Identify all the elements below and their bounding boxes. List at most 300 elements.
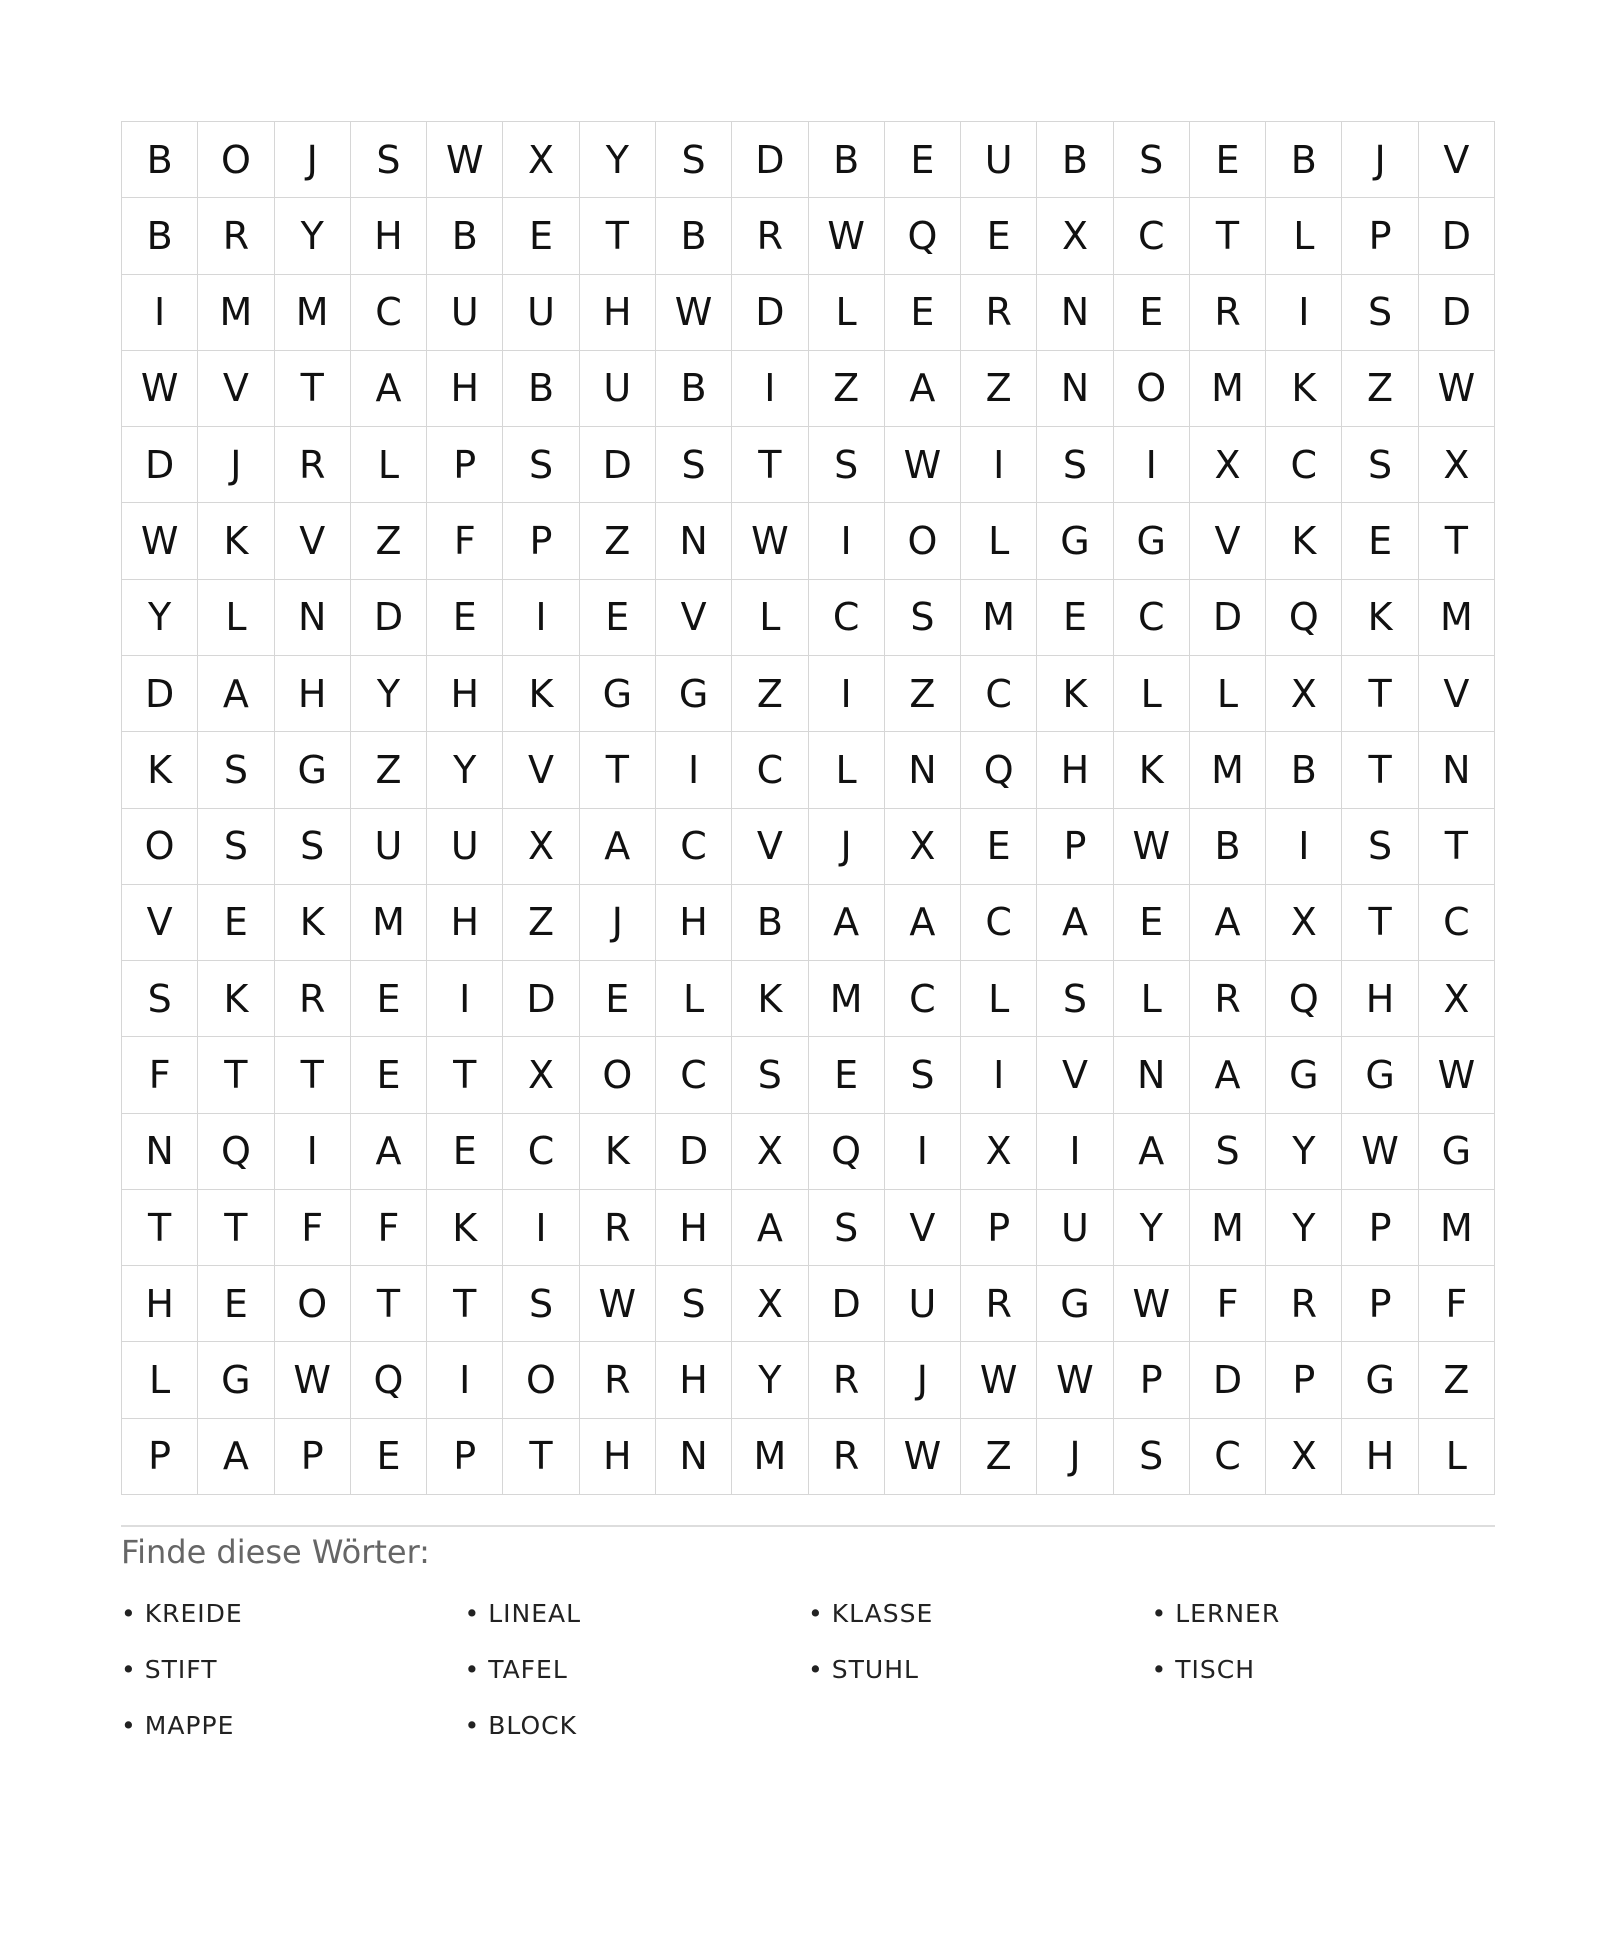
- grid-cell[interactable]: L: [809, 732, 885, 808]
- grid-cell[interactable]: C: [1419, 885, 1495, 961]
- grid-cell[interactable]: B: [503, 351, 579, 427]
- grid-cell[interactable]: P: [1037, 809, 1113, 885]
- grid-cell[interactable]: Y: [427, 732, 503, 808]
- grid-cell[interactable]: O: [1114, 351, 1190, 427]
- grid-cell[interactable]: S: [275, 809, 351, 885]
- grid-cell[interactable]: E: [580, 580, 656, 656]
- grid-cell[interactable]: L: [1419, 1419, 1495, 1495]
- grid-cell[interactable]: E: [427, 580, 503, 656]
- grid-cell[interactable]: M: [809, 961, 885, 1037]
- grid-cell[interactable]: C: [732, 732, 808, 808]
- grid-cell[interactable]: V: [503, 732, 579, 808]
- grid-cell[interactable]: X: [1190, 427, 1266, 503]
- grid-cell[interactable]: W: [122, 503, 198, 579]
- grid-cell[interactable]: E: [961, 809, 1037, 885]
- grid-cell[interactable]: K: [1266, 503, 1342, 579]
- grid-cell[interactable]: Q: [809, 1114, 885, 1190]
- grid-cell[interactable]: Z: [351, 732, 427, 808]
- grid-cell[interactable]: P: [1342, 198, 1418, 274]
- grid-cell[interactable]: V: [656, 580, 732, 656]
- grid-cell[interactable]: P: [961, 1190, 1037, 1266]
- grid-cell[interactable]: L: [656, 961, 732, 1037]
- grid-cell[interactable]: E: [351, 1037, 427, 1113]
- grid-cell[interactable]: B: [1266, 122, 1342, 198]
- grid-cell[interactable]: F: [122, 1037, 198, 1113]
- grid-cell[interactable]: B: [122, 122, 198, 198]
- grid-cell[interactable]: X: [732, 1114, 808, 1190]
- grid-cell[interactable]: D: [656, 1114, 732, 1190]
- grid-cell[interactable]: W: [275, 1342, 351, 1418]
- grid-cell[interactable]: U: [427, 275, 503, 351]
- grid-cell[interactable]: O: [580, 1037, 656, 1113]
- grid-cell[interactable]: W: [961, 1342, 1037, 1418]
- grid-cell[interactable]: K: [122, 732, 198, 808]
- grid-cell[interactable]: J: [275, 122, 351, 198]
- grid-cell[interactable]: Y: [122, 580, 198, 656]
- grid-cell[interactable]: N: [1037, 275, 1113, 351]
- grid-cell[interactable]: I: [885, 1114, 961, 1190]
- grid-cell[interactable]: E: [1037, 580, 1113, 656]
- grid-cell[interactable]: R: [275, 961, 351, 1037]
- grid-cell[interactable]: R: [1266, 1266, 1342, 1342]
- grid-cell[interactable]: F: [427, 503, 503, 579]
- grid-cell[interactable]: L: [1266, 198, 1342, 274]
- grid-cell[interactable]: S: [1114, 1419, 1190, 1495]
- grid-cell[interactable]: B: [1266, 732, 1342, 808]
- grid-cell[interactable]: L: [809, 275, 885, 351]
- grid-cell[interactable]: W: [1419, 351, 1495, 427]
- grid-cell[interactable]: L: [1114, 656, 1190, 732]
- grid-cell[interactable]: S: [198, 809, 274, 885]
- grid-cell[interactable]: E: [1114, 275, 1190, 351]
- grid-cell[interactable]: H: [427, 885, 503, 961]
- grid-cell[interactable]: T: [427, 1266, 503, 1342]
- grid-cell[interactable]: I: [1114, 427, 1190, 503]
- grid-cell[interactable]: I: [1037, 1114, 1113, 1190]
- grid-cell[interactable]: O: [503, 1342, 579, 1418]
- grid-cell[interactable]: E: [809, 1037, 885, 1113]
- grid-cell[interactable]: U: [961, 122, 1037, 198]
- grid-cell[interactable]: L: [122, 1342, 198, 1418]
- grid-cell[interactable]: G: [1419, 1114, 1495, 1190]
- grid-cell[interactable]: H: [1342, 961, 1418, 1037]
- grid-cell[interactable]: X: [503, 122, 579, 198]
- grid-cell[interactable]: C: [1190, 1419, 1266, 1495]
- grid-cell[interactable]: D: [1419, 198, 1495, 274]
- grid-cell[interactable]: W: [1419, 1037, 1495, 1113]
- grid-cell[interactable]: K: [427, 1190, 503, 1266]
- grid-cell[interactable]: I: [122, 275, 198, 351]
- grid-cell[interactable]: G: [1037, 503, 1113, 579]
- grid-cell[interactable]: T: [198, 1037, 274, 1113]
- grid-cell[interactable]: D: [1190, 1342, 1266, 1418]
- grid-cell[interactable]: V: [1419, 122, 1495, 198]
- grid-cell[interactable]: D: [809, 1266, 885, 1342]
- grid-cell[interactable]: O: [275, 1266, 351, 1342]
- grid-cell[interactable]: A: [809, 885, 885, 961]
- grid-cell[interactable]: G: [1342, 1037, 1418, 1113]
- grid-cell[interactable]: I: [732, 351, 808, 427]
- grid-cell[interactable]: K: [503, 656, 579, 732]
- grid-cell[interactable]: W: [580, 1266, 656, 1342]
- grid-cell[interactable]: M: [198, 275, 274, 351]
- grid-cell[interactable]: Y: [732, 1342, 808, 1418]
- grid-cell[interactable]: B: [1037, 122, 1113, 198]
- grid-cell[interactable]: T: [580, 732, 656, 808]
- grid-cell[interactable]: S: [732, 1037, 808, 1113]
- grid-cell[interactable]: A: [351, 1114, 427, 1190]
- grid-cell[interactable]: Z: [885, 656, 961, 732]
- grid-cell[interactable]: O: [122, 809, 198, 885]
- grid-cell[interactable]: K: [1342, 580, 1418, 656]
- grid-cell[interactable]: Z: [961, 1419, 1037, 1495]
- grid-cell[interactable]: S: [1114, 122, 1190, 198]
- grid-cell[interactable]: S: [656, 427, 732, 503]
- grid-cell[interactable]: V: [198, 351, 274, 427]
- grid-cell[interactable]: E: [198, 885, 274, 961]
- grid-cell[interactable]: F: [351, 1190, 427, 1266]
- grid-cell[interactable]: B: [1190, 809, 1266, 885]
- grid-cell[interactable]: N: [656, 503, 732, 579]
- grid-cell[interactable]: W: [885, 427, 961, 503]
- grid-cell[interactable]: X: [1419, 427, 1495, 503]
- grid-cell[interactable]: B: [809, 122, 885, 198]
- grid-cell[interactable]: T: [198, 1190, 274, 1266]
- grid-cell[interactable]: N: [1419, 732, 1495, 808]
- grid-cell[interactable]: P: [1266, 1342, 1342, 1418]
- grid-cell[interactable]: R: [275, 427, 351, 503]
- grid-cell[interactable]: A: [885, 351, 961, 427]
- grid-cell[interactable]: D: [732, 122, 808, 198]
- grid-cell[interactable]: K: [198, 503, 274, 579]
- grid-cell[interactable]: T: [1342, 885, 1418, 961]
- grid-cell[interactable]: T: [427, 1037, 503, 1113]
- grid-cell[interactable]: V: [885, 1190, 961, 1266]
- grid-cell[interactable]: U: [580, 351, 656, 427]
- grid-cell[interactable]: Y: [1114, 1190, 1190, 1266]
- grid-cell[interactable]: T: [732, 427, 808, 503]
- grid-cell[interactable]: U: [503, 275, 579, 351]
- grid-cell[interactable]: P: [1342, 1266, 1418, 1342]
- grid-cell[interactable]: T: [1190, 198, 1266, 274]
- grid-cell[interactable]: E: [580, 961, 656, 1037]
- grid-cell[interactable]: H: [427, 656, 503, 732]
- grid-cell[interactable]: Z: [503, 885, 579, 961]
- grid-cell[interactable]: E: [961, 198, 1037, 274]
- grid-cell[interactable]: W: [1114, 1266, 1190, 1342]
- grid-cell[interactable]: C: [809, 580, 885, 656]
- grid-cell[interactable]: K: [1114, 732, 1190, 808]
- grid-cell[interactable]: V: [1190, 503, 1266, 579]
- grid-cell[interactable]: M: [1190, 732, 1266, 808]
- grid-cell[interactable]: T: [351, 1266, 427, 1342]
- grid-cell[interactable]: Q: [198, 1114, 274, 1190]
- grid-cell[interactable]: D: [580, 427, 656, 503]
- grid-cell[interactable]: X: [1419, 961, 1495, 1037]
- grid-cell[interactable]: H: [427, 351, 503, 427]
- grid-cell[interactable]: D: [503, 961, 579, 1037]
- grid-cell[interactable]: E: [427, 1114, 503, 1190]
- grid-cell[interactable]: J: [580, 885, 656, 961]
- grid-cell[interactable]: L: [351, 427, 427, 503]
- grid-cell[interactable]: W: [1037, 1342, 1113, 1418]
- grid-cell[interactable]: C: [656, 1037, 732, 1113]
- grid-cell[interactable]: G: [1114, 503, 1190, 579]
- grid-cell[interactable]: Y: [1266, 1190, 1342, 1266]
- grid-cell[interactable]: M: [961, 580, 1037, 656]
- grid-cell[interactable]: Y: [351, 656, 427, 732]
- grid-cell[interactable]: A: [351, 351, 427, 427]
- grid-cell[interactable]: L: [198, 580, 274, 656]
- grid-cell[interactable]: N: [1114, 1037, 1190, 1113]
- grid-cell[interactable]: U: [427, 809, 503, 885]
- grid-cell[interactable]: K: [732, 961, 808, 1037]
- grid-cell[interactable]: L: [732, 580, 808, 656]
- grid-cell[interactable]: L: [961, 503, 1037, 579]
- grid-cell[interactable]: D: [351, 580, 427, 656]
- grid-cell[interactable]: U: [351, 809, 427, 885]
- grid-cell[interactable]: M: [732, 1419, 808, 1495]
- grid-cell[interactable]: R: [961, 275, 1037, 351]
- grid-cell[interactable]: S: [885, 580, 961, 656]
- grid-cell[interactable]: B: [427, 198, 503, 274]
- grid-cell[interactable]: A: [198, 656, 274, 732]
- grid-cell[interactable]: D: [1190, 580, 1266, 656]
- grid-cell[interactable]: X: [1266, 1419, 1342, 1495]
- grid-cell[interactable]: E: [351, 1419, 427, 1495]
- grid-cell[interactable]: M: [275, 275, 351, 351]
- grid-cell[interactable]: A: [1190, 1037, 1266, 1113]
- grid-cell[interactable]: C: [1114, 198, 1190, 274]
- grid-cell[interactable]: K: [1266, 351, 1342, 427]
- grid-cell[interactable]: X: [1037, 198, 1113, 274]
- grid-cell[interactable]: J: [885, 1342, 961, 1418]
- grid-cell[interactable]: H: [656, 885, 732, 961]
- grid-cell[interactable]: J: [1037, 1419, 1113, 1495]
- grid-cell[interactable]: W: [122, 351, 198, 427]
- grid-cell[interactable]: M: [1190, 1190, 1266, 1266]
- grid-cell[interactable]: Q: [1266, 961, 1342, 1037]
- grid-cell[interactable]: Y: [580, 122, 656, 198]
- grid-cell[interactable]: Z: [1419, 1342, 1495, 1418]
- grid-cell[interactable]: G: [1037, 1266, 1113, 1342]
- grid-cell[interactable]: X: [885, 809, 961, 885]
- grid-cell[interactable]: G: [1342, 1342, 1418, 1418]
- grid-cell[interactable]: F: [1419, 1266, 1495, 1342]
- grid-cell[interactable]: D: [122, 427, 198, 503]
- grid-cell[interactable]: I: [656, 732, 732, 808]
- grid-cell[interactable]: L: [1190, 656, 1266, 732]
- grid-cell[interactable]: S: [503, 1266, 579, 1342]
- grid-cell[interactable]: I: [1266, 809, 1342, 885]
- grid-cell[interactable]: S: [1342, 809, 1418, 885]
- grid-cell[interactable]: J: [809, 809, 885, 885]
- grid-cell[interactable]: H: [275, 656, 351, 732]
- grid-cell[interactable]: M: [351, 885, 427, 961]
- grid-cell[interactable]: Q: [351, 1342, 427, 1418]
- grid-cell[interactable]: P: [122, 1419, 198, 1495]
- grid-cell[interactable]: H: [1037, 732, 1113, 808]
- grid-cell[interactable]: K: [1037, 656, 1113, 732]
- grid-cell[interactable]: N: [885, 732, 961, 808]
- grid-cell[interactable]: T: [275, 351, 351, 427]
- grid-cell[interactable]: R: [809, 1342, 885, 1418]
- grid-cell[interactable]: P: [275, 1419, 351, 1495]
- grid-cell[interactable]: W: [809, 198, 885, 274]
- grid-cell[interactable]: E: [1342, 503, 1418, 579]
- grid-cell[interactable]: G: [275, 732, 351, 808]
- grid-cell[interactable]: X: [1266, 656, 1342, 732]
- grid-cell[interactable]: I: [809, 656, 885, 732]
- grid-cell[interactable]: U: [885, 1266, 961, 1342]
- grid-cell[interactable]: E: [351, 961, 427, 1037]
- grid-cell[interactable]: A: [885, 885, 961, 961]
- grid-cell[interactable]: X: [961, 1114, 1037, 1190]
- grid-cell[interactable]: W: [732, 503, 808, 579]
- grid-cell[interactable]: Z: [580, 503, 656, 579]
- grid-cell[interactable]: S: [1037, 961, 1113, 1037]
- grid-cell[interactable]: V: [1037, 1037, 1113, 1113]
- grid-cell[interactable]: S: [198, 732, 274, 808]
- grid-cell[interactable]: Y: [275, 198, 351, 274]
- grid-cell[interactable]: O: [198, 122, 274, 198]
- grid-cell[interactable]: R: [1190, 275, 1266, 351]
- grid-cell[interactable]: A: [1190, 885, 1266, 961]
- grid-cell[interactable]: R: [732, 198, 808, 274]
- grid-cell[interactable]: S: [351, 122, 427, 198]
- grid-cell[interactable]: D: [1419, 275, 1495, 351]
- grid-cell[interactable]: V: [275, 503, 351, 579]
- grid-cell[interactable]: P: [427, 427, 503, 503]
- grid-cell[interactable]: T: [580, 198, 656, 274]
- grid-cell[interactable]: B: [656, 198, 732, 274]
- grid-cell[interactable]: R: [580, 1190, 656, 1266]
- grid-cell[interactable]: Z: [732, 656, 808, 732]
- grid-cell[interactable]: W: [885, 1419, 961, 1495]
- grid-cell[interactable]: E: [885, 275, 961, 351]
- grid-cell[interactable]: W: [1114, 809, 1190, 885]
- grid-cell[interactable]: D: [732, 275, 808, 351]
- grid-cell[interactable]: P: [1342, 1190, 1418, 1266]
- grid-cell[interactable]: X: [732, 1266, 808, 1342]
- grid-cell[interactable]: M: [1190, 351, 1266, 427]
- grid-cell[interactable]: C: [503, 1114, 579, 1190]
- grid-cell[interactable]: C: [1114, 580, 1190, 656]
- grid-cell[interactable]: S: [885, 1037, 961, 1113]
- grid-cell[interactable]: Q: [961, 732, 1037, 808]
- grid-cell[interactable]: L: [1114, 961, 1190, 1037]
- grid-cell[interactable]: S: [1037, 427, 1113, 503]
- grid-cell[interactable]: M: [1419, 580, 1495, 656]
- grid-cell[interactable]: E: [1190, 122, 1266, 198]
- grid-cell[interactable]: C: [1266, 427, 1342, 503]
- grid-cell[interactable]: I: [427, 1342, 503, 1418]
- grid-cell[interactable]: H: [580, 1419, 656, 1495]
- grid-cell[interactable]: S: [1342, 427, 1418, 503]
- grid-cell[interactable]: O: [885, 503, 961, 579]
- grid-cell[interactable]: W: [656, 275, 732, 351]
- grid-cell[interactable]: H: [656, 1342, 732, 1418]
- grid-cell[interactable]: C: [351, 275, 427, 351]
- grid-cell[interactable]: X: [503, 809, 579, 885]
- grid-cell[interactable]: B: [656, 351, 732, 427]
- grid-cell[interactable]: I: [503, 580, 579, 656]
- grid-cell[interactable]: T: [1419, 503, 1495, 579]
- grid-cell[interactable]: C: [961, 885, 1037, 961]
- grid-cell[interactable]: T: [1342, 656, 1418, 732]
- grid-cell[interactable]: A: [198, 1419, 274, 1495]
- grid-cell[interactable]: V: [732, 809, 808, 885]
- grid-cell[interactable]: H: [122, 1266, 198, 1342]
- grid-cell[interactable]: B: [732, 885, 808, 961]
- grid-cell[interactable]: I: [503, 1190, 579, 1266]
- grid-cell[interactable]: T: [1342, 732, 1418, 808]
- grid-cell[interactable]: J: [198, 427, 274, 503]
- grid-cell[interactable]: T: [275, 1037, 351, 1113]
- grid-cell[interactable]: T: [1419, 809, 1495, 885]
- grid-cell[interactable]: Q: [885, 198, 961, 274]
- grid-cell[interactable]: S: [1190, 1114, 1266, 1190]
- grid-cell[interactable]: L: [961, 961, 1037, 1037]
- grid-cell[interactable]: I: [427, 961, 503, 1037]
- grid-cell[interactable]: I: [809, 503, 885, 579]
- grid-cell[interactable]: R: [961, 1266, 1037, 1342]
- grid-cell[interactable]: T: [122, 1190, 198, 1266]
- grid-cell[interactable]: I: [961, 1037, 1037, 1113]
- grid-cell[interactable]: K: [198, 961, 274, 1037]
- grid-cell[interactable]: G: [1266, 1037, 1342, 1113]
- grid-cell[interactable]: G: [580, 656, 656, 732]
- grid-cell[interactable]: G: [656, 656, 732, 732]
- grid-cell[interactable]: R: [809, 1419, 885, 1495]
- grid-cell[interactable]: E: [503, 198, 579, 274]
- grid-cell[interactable]: A: [1037, 885, 1113, 961]
- grid-cell[interactable]: R: [198, 198, 274, 274]
- grid-cell[interactable]: W: [1342, 1114, 1418, 1190]
- grid-cell[interactable]: S: [656, 1266, 732, 1342]
- grid-cell[interactable]: T: [503, 1419, 579, 1495]
- grid-cell[interactable]: D: [122, 656, 198, 732]
- grid-cell[interactable]: E: [1114, 885, 1190, 961]
- grid-cell[interactable]: Q: [1266, 580, 1342, 656]
- grid-cell[interactable]: H: [580, 275, 656, 351]
- grid-cell[interactable]: S: [656, 122, 732, 198]
- grid-cell[interactable]: C: [961, 656, 1037, 732]
- grid-cell[interactable]: S: [122, 961, 198, 1037]
- grid-cell[interactable]: Z: [961, 351, 1037, 427]
- grid-cell[interactable]: R: [1190, 961, 1266, 1037]
- grid-cell[interactable]: B: [122, 198, 198, 274]
- grid-cell[interactable]: I: [961, 427, 1037, 503]
- grid-cell[interactable]: C: [656, 809, 732, 885]
- grid-cell[interactable]: G: [198, 1342, 274, 1418]
- grid-cell[interactable]: A: [732, 1190, 808, 1266]
- grid-cell[interactable]: N: [1037, 351, 1113, 427]
- grid-cell[interactable]: H: [351, 198, 427, 274]
- grid-cell[interactable]: F: [275, 1190, 351, 1266]
- grid-cell[interactable]: K: [275, 885, 351, 961]
- grid-cell[interactable]: X: [503, 1037, 579, 1113]
- grid-cell[interactable]: A: [580, 809, 656, 885]
- grid-cell[interactable]: S: [809, 1190, 885, 1266]
- grid-cell[interactable]: N: [275, 580, 351, 656]
- grid-cell[interactable]: Z: [809, 351, 885, 427]
- grid-cell[interactable]: Y: [1266, 1114, 1342, 1190]
- grid-cell[interactable]: W: [427, 122, 503, 198]
- grid-cell[interactable]: N: [122, 1114, 198, 1190]
- grid-cell[interactable]: Z: [351, 503, 427, 579]
- grid-cell[interactable]: H: [656, 1190, 732, 1266]
